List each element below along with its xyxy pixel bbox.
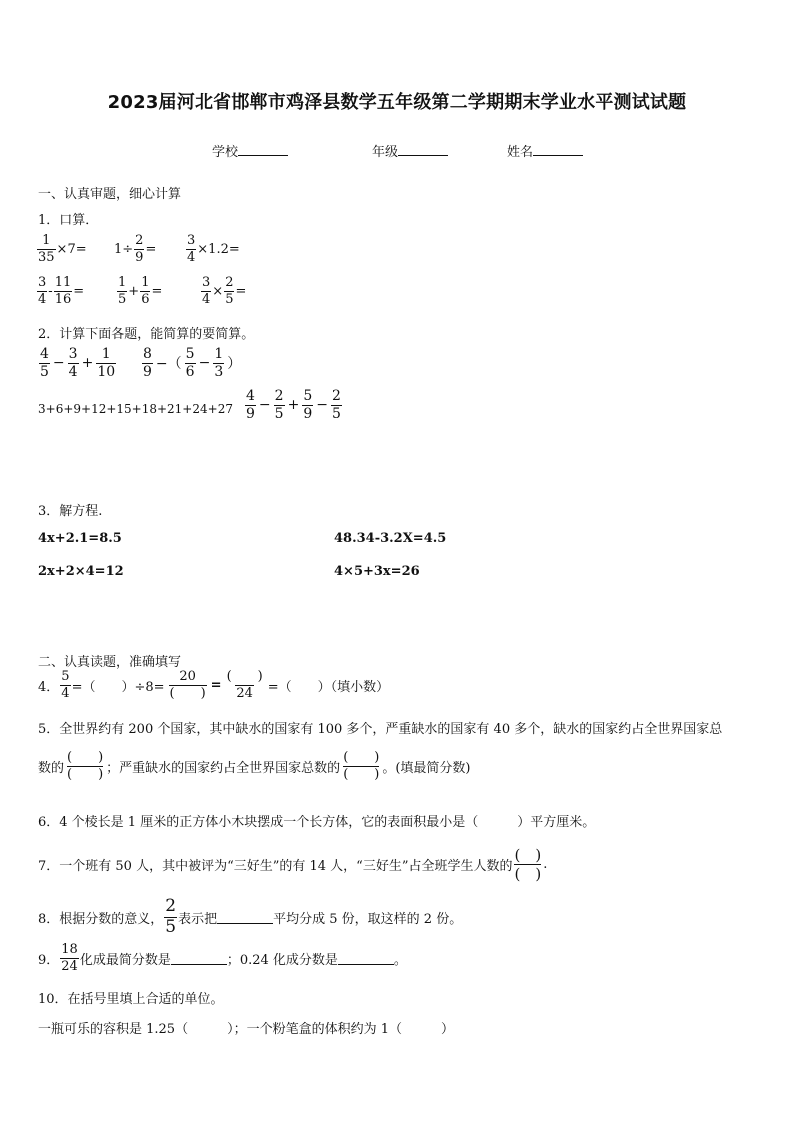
grade-label: 年级 <box>372 145 399 160</box>
equation-3: 2x+2×4=12 <box>38 564 124 579</box>
equation-4: 4×5+3x=26 <box>334 564 420 579</box>
fraction: $\frac{11}{16}$ <box>54 275 72 307</box>
question-9: 9． $\frac{18}{24}$ 化成最简分数是 ；0.24 化成分数是 。 <box>38 942 407 974</box>
q2-expression-4: $\frac{4}{9}$ − $\frac{2}{5}$ + $\frac{5}{9}$ − $\frac{2}{5}$ <box>246 388 341 422</box>
fraction: $\frac{1}{35}$ <box>38 233 55 265</box>
q9-blank-1[interactable] <box>171 952 227 965</box>
fraction: $\frac{2}{5}$ <box>225 275 234 307</box>
question-6: 6．4 个棱长是 1 厘米的正方体小木块摆成一个长方体，它的表面积最小是（ ）平方厘米。 <box>38 815 596 830</box>
fraction: $\frac{3}{4}$ <box>38 275 47 307</box>
equation-2: 48.34-3.2X=4.5 <box>334 531 447 546</box>
fraction: $\frac{1}{5}$ <box>118 275 127 307</box>
grade-field[interactable] <box>372 141 448 160</box>
grade-blank[interactable] <box>398 143 448 156</box>
school-field[interactable] <box>212 141 288 160</box>
school-blank[interactable] <box>238 143 288 156</box>
fraction: $\frac{2}{9}$ <box>135 233 144 265</box>
q2-expression-1: $\frac{4}{5}$ − $\frac{3}{4}$ + $\frac{1}{10}$ <box>40 346 116 380</box>
fraction: $\frac{3}{4}$ <box>187 233 196 265</box>
question-7: 7．一个班有 50 人，其中被评为“三好生”的有 14 人，“三好生”占全班学生人数的 $\frac{( )}{( )}$ . <box>38 846 548 883</box>
name-label: 姓名 <box>507 145 534 160</box>
question-3: 3．解方程. <box>38 504 103 519</box>
q1-row-2-item-3: $\frac{3}{4}$ × $\frac{2}{5}$ = <box>202 275 247 307</box>
section-2-heading: 二、认真读题，准确填写 <box>38 655 182 670</box>
section-1-heading: 一、认真审题，细心计算 <box>38 187 182 202</box>
fraction: $\frac{1}{6}$ <box>141 275 150 307</box>
name-blank[interactable] <box>533 143 583 156</box>
q2-expression-3: 3+6+9+12+15+18+21+24+27 <box>38 402 233 416</box>
question-5-line-1: 5．全世界约有 200 个国家，其中缺水的国家有 100 多个，严重缺水的国家有 40 多个，缺水的国家约占全世界国家总 <box>38 722 723 737</box>
name-field[interactable] <box>507 141 583 160</box>
q1-row-2-item-1: $\frac{3}{4}$ - $\frac{11}{16}$ = <box>38 275 85 307</box>
q8-blank[interactable] <box>217 911 273 924</box>
question-8: 8．根据分数的意义， $\frac{2}{5}$ 表示把 平均分成 5 份，取这样的 2 份。 <box>38 896 463 937</box>
q1-row-1-item-1: $\frac{1}{35}$ ×7= <box>38 233 87 265</box>
q1-row-2-item-2: $\frac{1}{5}$ + $\frac{1}{6}$ = <box>118 275 163 307</box>
question-5-line-2: 数的 $\frac{( )}{( )}$ ；严重缺水的国家约占全世界国家总数的 $\frac{( )}{( )}$ 。(填最简分数) <box>38 750 471 782</box>
q1-row-1-item-2: 1÷ $\frac{2}{9}$ = <box>114 233 157 265</box>
q2-expression-2: $\frac{8}{9}$ −（ $\frac{5}{6}$ − $\frac{1}{3}$ ） <box>143 346 242 380</box>
fraction: $\frac{3}{4}$ <box>202 275 211 307</box>
q1-row-1-item-3: $\frac{3}{4}$ ×1.2= <box>187 233 240 265</box>
question-10-body: 一瓶可乐的容积是 1.25（ ）；一个粉笔盒的体积约为 1（ ） <box>38 1022 454 1037</box>
question-10: 10．在括号里填上合适的单位。 <box>38 992 224 1007</box>
question-1: 1．口算． <box>38 213 99 228</box>
page-title: 2023届河北省邯郸市鸡泽县数学五年级第二学期期末学业水平测试试题 <box>107 92 687 113</box>
q9-blank-2[interactable] <box>338 952 394 965</box>
question-4: 4． $\frac{5}{4}$ =（ ）÷8= $\frac{20}{( )}$ = $\frac{( )}{24}$ =（ ）（填小数） <box>38 669 390 701</box>
school-label: 学校 <box>212 145 239 160</box>
question-2: 2．计算下面各题，能简算的要简算。 <box>38 327 255 342</box>
equation-1: 4x+2.1=8.5 <box>38 531 122 546</box>
